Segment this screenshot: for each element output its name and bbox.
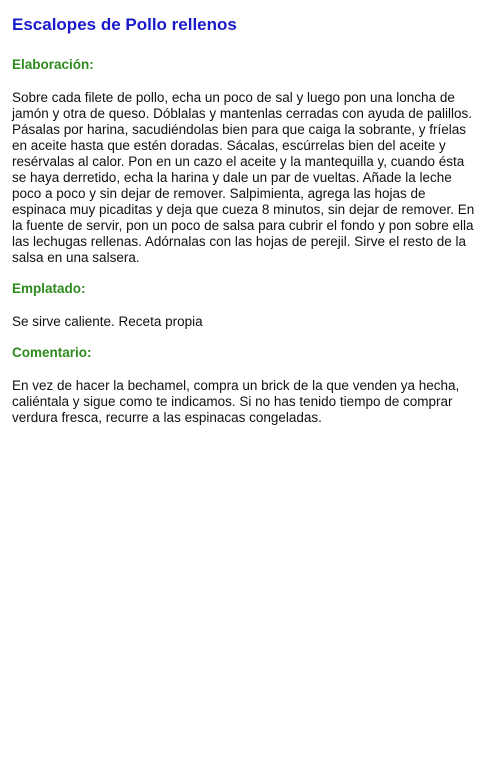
section-heading-elaboracion: Elaboración:	[12, 57, 94, 72]
section-body-comentario: En vez de hacer la bechamel, compra un brick de la que venden ya hecha, caliéntala y sigue como te indicamos. Si no has tenido tiempo de comprar verdura fresca, recurre a las espinacas congeladas.	[12, 378, 460, 425]
recipe-title: Escalopes de Pollo rellenos	[12, 15, 237, 34]
section-body-elaboracion: Sobre cada filete de pollo, echa un poco de sal y luego pon una loncha de jamón y otra de queso. Dóblalas y mantenlas cerradas con ayuda de palillos. Pásalas por harina, sacudiéndolas bien para que caiga la sobrante, y fríelas en aceite hasta que estén doradas. Sácalas, escúrrelas bien del aceite y resérvalas al calor. Pon en un cazo el aceite y la mantequilla y, cuando ésta se haya derretido, echa la harina y dale un par de vueltas. Añade la leche poco a poco y sin dejar de remover. Salpimienta, agrega las hojas de espinaca muy picaditas y deja que cueza 8 minutos, sin dejar de remover. En la fuente de servir, pon un poco de salsa para cubrir el fondo y pon sobre ella las lechugas rellenas. Adórnalas con las hojas de perejil. Sirve el resto de la salsa en una salsera.	[12, 90, 475, 265]
section-comentario	[12, 344, 480, 426]
section-emplatado	[12, 280, 480, 330]
section-heading-comentario: Comentario:	[12, 345, 92, 360]
section-body-emplatado: Se sirve caliente. Receta propia	[12, 314, 203, 329]
section-heading-emplatado: Emplatado:	[12, 281, 86, 296]
section-elaboracion	[12, 56, 480, 266]
